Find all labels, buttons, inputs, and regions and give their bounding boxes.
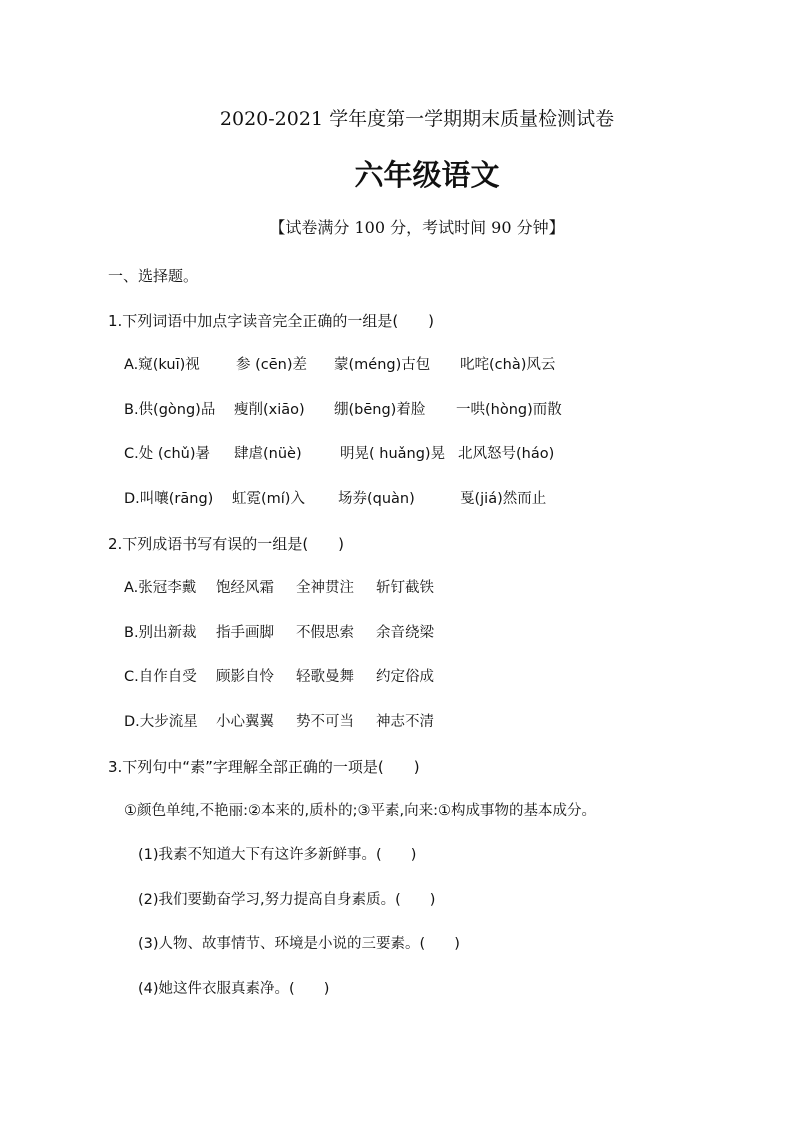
q3-meanings: ①颜色单纯,不艳丽:②本来的,质朴的;③平素,向来:①构成事物的基本成分。 bbox=[124, 803, 596, 819]
q1-option-d-item-2: 虹霓(mí)入 bbox=[232, 491, 305, 507]
q1-option-c-item-1: C.处 (chǔ)暑 bbox=[124, 446, 211, 462]
q3-item-3: (3)人物、故事情节、环境是小说的三要素。( ) bbox=[138, 936, 460, 952]
q3-item-2: (2)我们要勤奋学习,努力提高自身素质。( ) bbox=[138, 892, 436, 908]
q1-option-a-item-4: 叱咤(chà)风云 bbox=[460, 357, 556, 373]
question-1-stem: 1.下列词语中加点字读音完全正确的一组是( ) bbox=[108, 312, 435, 330]
q1-option-d-item-3: 场券(quàn) bbox=[338, 491, 415, 507]
q2-option-b-item-1: B.别出新裁 bbox=[124, 625, 197, 641]
question-2-stem: 2.下列成语书写有误的一组是( ) bbox=[108, 535, 345, 553]
subject-title: 六年级语文 bbox=[354, 158, 500, 192]
q2-option-c-item-1: C.自作自受 bbox=[124, 669, 197, 685]
q1-option-a-item-3: 蒙(méng)古包 bbox=[334, 357, 431, 373]
q1-option-a-item-1: A.窥(kuī)视 bbox=[124, 357, 200, 373]
q3-item-1: (1)我素不知道大下有这许多新鲜事。( ) bbox=[138, 847, 417, 863]
q1-option-b-item-3: 绷(bēng)着脸 bbox=[334, 402, 426, 418]
q1-option-b-item-2: 瘦削(xiāo) bbox=[234, 402, 305, 418]
section-heading: 一、选择题。 bbox=[108, 267, 199, 285]
q1-option-c-item-3: 明晃( huǎng)晃 bbox=[340, 446, 446, 462]
q2-option-b-item-2: 指手画脚 bbox=[216, 625, 274, 641]
q1-option-b-item-4: 一哄(hòng)而散 bbox=[456, 402, 562, 418]
q2-option-c-item-2: 顾影自怜 bbox=[216, 669, 274, 685]
q2-option-b-item-4: 余音绕梁 bbox=[376, 625, 434, 641]
q2-option-a-item-3: 全神贯注 bbox=[296, 580, 354, 596]
exam-note: 【试卷满分 100 分，考试时间 90 分钟】 bbox=[269, 218, 565, 237]
q3-item-4: (4)她这件衣服真素净。( ) bbox=[138, 981, 330, 997]
q2-option-d-item-2: 小心翼翼 bbox=[216, 714, 274, 730]
q2-option-a-item-2: 饱经风霜 bbox=[216, 580, 274, 596]
q1-option-c-item-4: 北风怒号(háo) bbox=[458, 446, 555, 462]
exam-title: 2020-2021 学年度第一学期期末质量检测试卷 bbox=[219, 108, 615, 130]
q1-option-b-item-1: B.供(gòng)品 bbox=[124, 402, 216, 418]
q2-option-c-item-4: 约定俗成 bbox=[376, 669, 434, 685]
q2-option-a-item-4: 斩钉截铁 bbox=[376, 580, 434, 596]
q1-option-c-item-2: 肆虐(nüè) bbox=[234, 446, 302, 462]
q1-option-a-item-2: 参 (cēn)差 bbox=[236, 357, 308, 373]
q1-option-d-item-4: 戛(jiá)然而止 bbox=[460, 491, 547, 507]
q2-option-a-item-1: A.张冠李戴 bbox=[124, 580, 197, 596]
q2-option-d-item-4: 神志不清 bbox=[376, 714, 434, 730]
question-3-stem: 3.下列句中“素”字理解全部正确的一项是( ) bbox=[108, 758, 420, 776]
q2-option-d-item-1: D.大步流星 bbox=[124, 714, 198, 730]
q2-option-d-item-3: 势不可当 bbox=[296, 714, 354, 730]
q1-option-d-item-1: D.叫嚷(rāng) bbox=[124, 491, 214, 507]
q2-option-c-item-3: 轻歌曼舞 bbox=[296, 669, 354, 685]
q2-option-b-item-3: 不假思索 bbox=[296, 625, 354, 641]
